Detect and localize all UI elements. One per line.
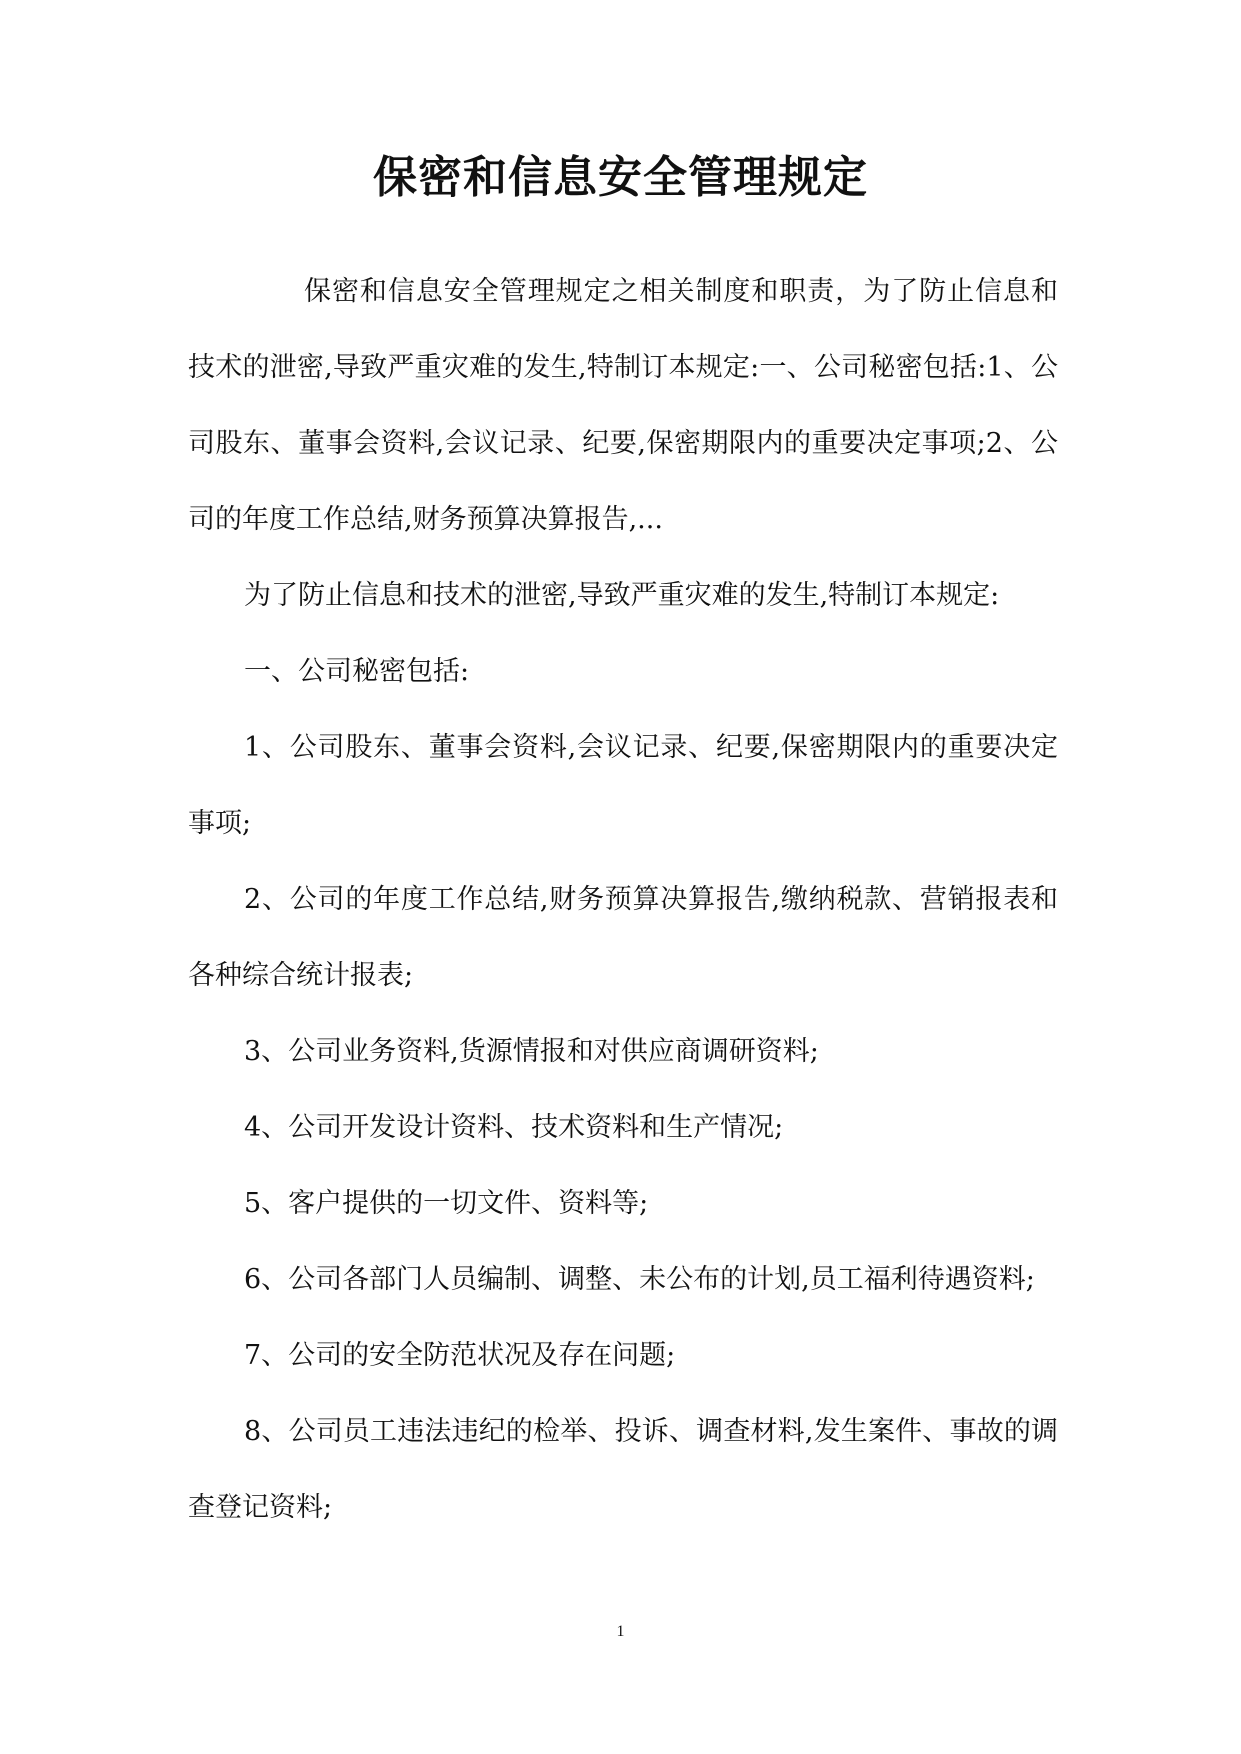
paragraph-item-5: 5、客户提供的一切文件、资料等;: [244, 1188, 649, 1219]
document-title: 保密和信息安全管理规定: [373, 152, 868, 203]
page-number: 1: [616, 1623, 625, 1640]
paragraph-item-4: 4、公司开发设计资料、技术资料和生产情况;: [244, 1112, 784, 1143]
document-body: [188, 254, 1058, 1546]
paragraph-item-2: 2、公司的年度工作总结,财务预算决算报告,缴纳税款、营销报表和各种综合统计报表;: [188, 884, 1058, 991]
intro-paragraph: 保密和信息安全管理规定之相关制度和职责，为了防止信息和技术的泄密,导致严重灾难的发生,特制订本规定:一、公司秘密包括:1、公司股东、董事会资料,会议记录、纪要,保密期限内的重要决定事项;2、公司的年度工作总结,财务预算决算报告,...: [188, 276, 1058, 535]
paragraph-item-6: 6、公司各部门人员编制、调整、未公布的计划,员工福利待遇资料;: [244, 1264, 1035, 1295]
paragraph-item-1: 1、公司股东、董事会资料,会议记录、纪要,保密期限内的重要决定事项;: [188, 732, 1058, 839]
paragraph-item-8: 8、公司员工违法违纪的检举、投诉、调查材料,发生案件、事故的调查登记资料;: [188, 1416, 1058, 1523]
paragraph-item-3: 3、公司业务资料,货源情报和对供应商调研资料;: [244, 1036, 819, 1067]
paragraph-section-heading: 一、公司秘密包括:: [244, 656, 470, 687]
paragraph-item-7: 7、公司的安全防范状况及存在问题;: [244, 1340, 676, 1371]
paragraph-purpose: 为了防止信息和技术的泄密,导致严重灾难的发生,特制订本规定:: [244, 580, 1000, 611]
